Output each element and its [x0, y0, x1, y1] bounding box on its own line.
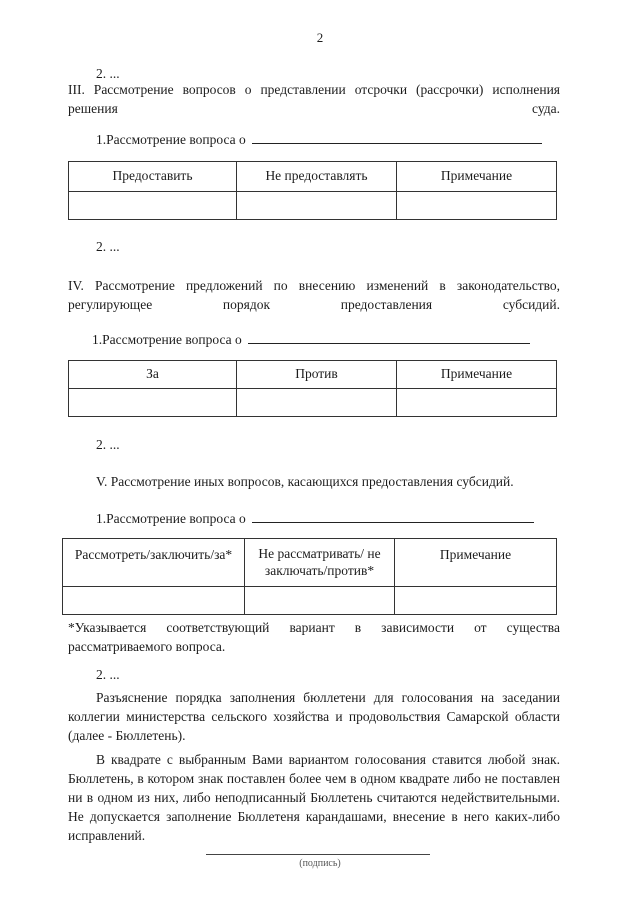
question-label: 1.Рассмотрение вопроса о — [92, 332, 242, 347]
section-3-vote-table — [68, 161, 557, 220]
note-cell[interactable] — [397, 192, 557, 220]
vote-cell[interactable] — [63, 587, 245, 615]
question-label: 1.Рассмотрение вопроса о — [96, 511, 246, 526]
question-label: 1.Рассмотрение вопроса о — [96, 132, 246, 147]
section-5-heading: V. Рассмотрение иных вопросов, касающихся предоставления субсидий. — [96, 474, 514, 489]
column-header: Предоставить — [69, 162, 237, 192]
section-4-question — [92, 330, 530, 348]
question-blank-line — [248, 330, 530, 344]
last-item: 2. ... — [96, 667, 120, 682]
footnote: *Указывается соответствующий вариант в зависимости от существа рассматриваемого вопроса. — [68, 620, 560, 654]
column-header: Рассмотреть/заключить/за* — [63, 539, 245, 587]
section-4-prev-item: 2. ... — [96, 239, 120, 254]
vote-cell[interactable] — [237, 389, 397, 417]
column-header: Примечание — [397, 361, 557, 389]
column-header: За — [69, 361, 237, 389]
instructions-paragraph: В квадрате с выбранным Вами вариантом голосования ставится любой знак. Бюллетень, в котором знак поставлен более чем в одном квадрате либо не поставлен ни в одном из них, либо неподписанный Бюллетень считаются недействительными. Не допускается заполнение Бюллетеня карандашами, внесение в него каких-либо исправлений. — [68, 752, 560, 843]
explanation-paragraph: Разъяснение порядка заполнения бюллетени для голосования на заседании коллегии министерства сельского хозяйства и продовольствия Самарской области (далее - Бюллетень). — [68, 690, 560, 743]
signature-line — [206, 854, 430, 855]
column-header: Примечание — [395, 539, 557, 587]
column-header: Не рассматривать/ не заключать/против* — [245, 539, 395, 587]
section-5-prev-item: 2. ... — [96, 437, 120, 452]
vote-cell[interactable] — [69, 192, 237, 220]
column-header: Против — [237, 361, 397, 389]
vote-cell[interactable] — [237, 192, 397, 220]
section-5-vote-table — [62, 538, 557, 615]
section-3-heading: III. Рассмотрение вопросов о представлении отсрочки (рассрочки) исполнения решения суда. — [68, 82, 560, 116]
section-3-question — [96, 130, 542, 148]
question-blank-line — [252, 130, 542, 144]
section-4-vote-table — [68, 360, 557, 417]
signature-caption: (подпись) — [299, 858, 341, 869]
section-3-prev-item: 2. ... — [96, 66, 120, 81]
column-header: Примечание — [397, 162, 557, 192]
section-5-question — [96, 509, 534, 527]
section-4-heading: IV. Рассмотрение предложений по внесению изменений в законодательство, регулирующее порядок предоставления субсидий. — [68, 278, 560, 312]
vote-cell[interactable] — [69, 389, 237, 417]
note-cell[interactable] — [395, 587, 557, 615]
column-header: Не предоставлять — [237, 162, 397, 192]
note-cell[interactable] — [397, 389, 557, 417]
page-number: 2 — [316, 30, 324, 45]
vote-cell[interactable] — [245, 587, 395, 615]
question-blank-line — [252, 509, 534, 523]
